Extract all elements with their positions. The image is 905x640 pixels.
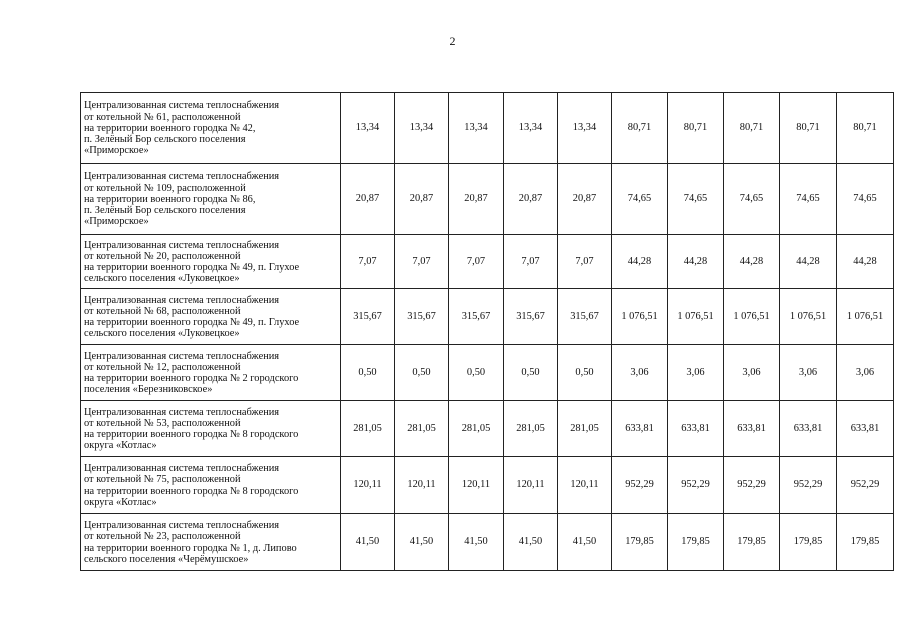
value-cell: 41,50 (395, 514, 449, 571)
system-description-cell (81, 514, 341, 571)
value-cell: 0,50 (504, 345, 558, 401)
value-cell: 80,71 (612, 93, 668, 164)
value-cell: 13,34 (449, 93, 504, 164)
value-cell: 3,06 (837, 345, 894, 401)
value-cell: 1 076,51 (724, 289, 780, 345)
value-cell: 44,28 (724, 235, 780, 289)
description-line: на территории военного городка № 86, (84, 193, 256, 205)
value-cell: 41,50 (558, 514, 612, 571)
description-line: на территории военного городка № 42, (84, 122, 256, 134)
system-description-cell (81, 345, 341, 401)
value-cell: 3,06 (724, 345, 780, 401)
value-cell: 315,67 (449, 289, 504, 345)
value-cell: 13,34 (341, 93, 395, 164)
value-cell: 179,85 (612, 514, 668, 571)
value-cell: 120,11 (504, 457, 558, 514)
table-row (81, 235, 894, 289)
value-cell: 315,67 (341, 289, 395, 345)
description-line: «Приморское» (84, 216, 149, 228)
value-cell: 281,05 (341, 401, 395, 457)
description-line: от котельной № 109, расположенной (84, 182, 246, 194)
value-cell: 20,87 (504, 164, 558, 235)
description-line: на территории военного городка № 8 городского (84, 429, 299, 440)
value-cell: 41,50 (504, 514, 558, 571)
description-line: от котельной № 61, расположенной (84, 111, 241, 123)
value-cell: 315,67 (395, 289, 449, 345)
value-cell: 13,34 (558, 93, 612, 164)
description-line: сельского поселения «Луковецкое» (84, 328, 240, 340)
table-row (81, 457, 894, 514)
system-description-cell (81, 457, 341, 514)
value-cell: 315,67 (504, 289, 558, 345)
value-cell: 952,29 (724, 457, 780, 514)
value-cell: 633,81 (612, 401, 668, 457)
table-row (81, 93, 894, 164)
value-cell: 41,50 (341, 514, 395, 571)
value-cell: 281,05 (504, 401, 558, 457)
system-description-cell (81, 235, 341, 289)
description-line: от котельной № 23, расположенной (84, 531, 241, 543)
value-cell: 80,71 (724, 93, 780, 164)
value-cell: 20,87 (558, 164, 612, 235)
value-cell: 80,71 (668, 93, 724, 164)
value-cell: 633,81 (780, 401, 837, 457)
description-line: Централизованная система теплоснабжения (84, 239, 280, 251)
value-cell: 179,85 (724, 514, 780, 571)
description-line: на территории военного городка № 49, п. Глухое (84, 262, 300, 273)
description-line: на территории военного городка № 8 городского (84, 485, 299, 497)
value-cell: 74,65 (724, 164, 780, 235)
description-line: Централизованная система теплоснабжения (84, 100, 280, 112)
value-cell: 7,07 (558, 235, 612, 289)
value-cell: 952,29 (612, 457, 668, 514)
table-row (81, 164, 894, 235)
description-line: Централизованная система теплоснабжения (84, 406, 280, 418)
value-cell: 7,07 (504, 235, 558, 289)
description-line: от котельной № 75, расположенной (84, 474, 241, 486)
value-cell: 44,28 (668, 235, 724, 289)
value-cell: 1 076,51 (668, 289, 724, 345)
table-body (81, 93, 894, 571)
value-cell: 20,87 (341, 164, 395, 235)
description-line: от котельной № 68, расположенной (84, 305, 241, 317)
page-number: 2 (449, 34, 456, 48)
description-line: п. Зелёный Бор сельского поселения (84, 134, 246, 146)
value-cell: 1 076,51 (780, 289, 837, 345)
description-line: округа «Котлас» (84, 440, 157, 452)
value-cell: 633,81 (668, 401, 724, 457)
value-cell: 179,85 (837, 514, 894, 571)
value-cell: 7,07 (341, 235, 395, 289)
table-row (81, 345, 894, 401)
value-cell: 13,34 (395, 93, 449, 164)
value-cell: 44,28 (612, 235, 668, 289)
value-cell: 7,07 (395, 235, 449, 289)
value-cell: 952,29 (780, 457, 837, 514)
value-cell: 179,85 (668, 514, 724, 571)
description-line: сельского поселения «Луковецкое» (84, 273, 240, 285)
description-line: «Приморское» (84, 145, 149, 157)
value-cell: 0,50 (395, 345, 449, 401)
value-cell: 20,87 (395, 164, 449, 235)
description-line: сельского поселения «Черёмушское» (84, 553, 249, 565)
description-line: на территории военного городка № 1, д. Липово (84, 542, 297, 554)
system-description-cell (81, 289, 341, 345)
value-cell: 20,87 (449, 164, 504, 235)
value-cell: 3,06 (780, 345, 837, 401)
value-cell: 952,29 (668, 457, 724, 514)
value-cell: 44,28 (780, 235, 837, 289)
description-line: Централизованная система теплоснабжения (84, 520, 280, 532)
value-cell: 74,65 (668, 164, 724, 235)
value-cell: 74,65 (612, 164, 668, 235)
description-line: Централизованная система теплоснабжения (84, 294, 280, 306)
value-cell: 281,05 (449, 401, 504, 457)
value-cell: 7,07 (449, 235, 504, 289)
description-line: Централизованная система теплоснабжения (84, 171, 280, 183)
value-cell: 120,11 (449, 457, 504, 514)
table-row (81, 289, 894, 345)
value-cell: 74,65 (780, 164, 837, 235)
value-cell: 44,28 (837, 235, 894, 289)
value-cell: 1 076,51 (612, 289, 668, 345)
value-cell: 0,50 (341, 345, 395, 401)
value-cell: 0,50 (558, 345, 612, 401)
table-row (81, 514, 894, 571)
value-cell: 1 076,51 (837, 289, 894, 345)
value-cell: 3,06 (668, 345, 724, 401)
system-description-cell (81, 401, 341, 457)
value-cell: 80,71 (837, 93, 894, 164)
system-description-cell (81, 93, 341, 164)
description-line: на территории военного городка № 49, п. Глухое (84, 317, 300, 328)
value-cell: 74,65 (837, 164, 894, 235)
description-line: п. Зелёный Бор сельского поселения (84, 205, 246, 217)
value-cell: 13,34 (504, 93, 558, 164)
value-cell: 281,05 (558, 401, 612, 457)
value-cell: 120,11 (395, 457, 449, 514)
description-line: Централизованная система теплоснабжения (84, 350, 280, 362)
description-line: от котельной № 12, расположенной (84, 361, 241, 373)
value-cell: 633,81 (724, 401, 780, 457)
description-line: округа «Котлас» (84, 496, 157, 508)
table-row (81, 401, 894, 457)
value-cell: 952,29 (837, 457, 894, 514)
value-cell: 0,50 (449, 345, 504, 401)
tariff-table (80, 92, 894, 571)
description-line: на территории военного городка № 2 городского (84, 373, 299, 384)
value-cell: 315,67 (558, 289, 612, 345)
value-cell: 80,71 (780, 93, 837, 164)
value-cell: 41,50 (449, 514, 504, 571)
value-cell: 120,11 (341, 457, 395, 514)
value-cell: 633,81 (837, 401, 894, 457)
system-description-cell (81, 164, 341, 235)
description-line: от котельной № 53, расположенной (84, 417, 241, 429)
value-cell: 179,85 (780, 514, 837, 571)
value-cell: 120,11 (558, 457, 612, 514)
value-cell: 281,05 (395, 401, 449, 457)
description-line: поселения «Березниковское» (84, 384, 213, 396)
value-cell: 3,06 (612, 345, 668, 401)
description-line: Централизованная система теплоснабжения (84, 463, 280, 475)
description-line: от котельной № 20, расположенной (84, 250, 241, 262)
